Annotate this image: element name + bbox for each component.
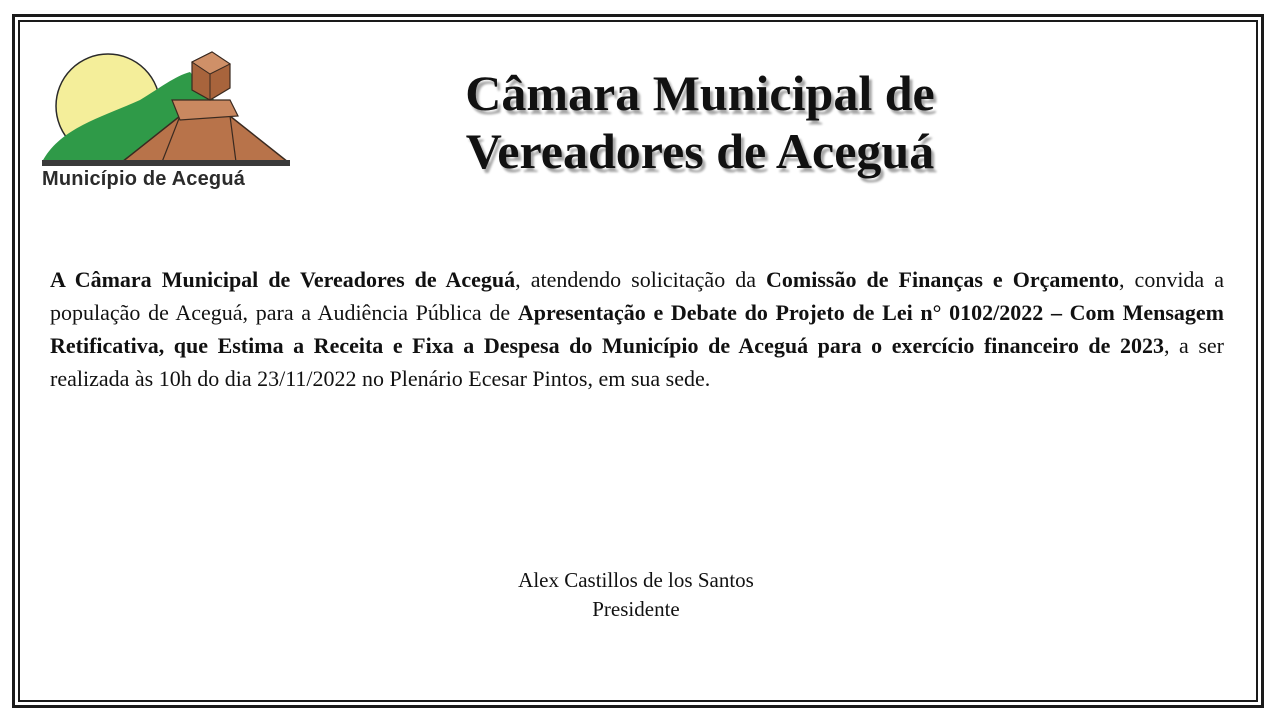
body-text-4: , convida a população de Aceguá, para a Audiência Pública de	[50, 267, 1224, 325]
body-bold-3: Comissão de Finanças e Orçamento	[766, 267, 1120, 292]
body-bold-1: A Câmara Municipal de Vereadores de Aceguá	[50, 267, 516, 292]
body-text-6: , a ser realizada às 10h do dia 23/11/2022 no Plenário Ecesar Pintos, em sua sede.	[50, 333, 1224, 391]
invitation-paragraph	[50, 263, 1224, 395]
signature-role: Presidente	[592, 597, 680, 621]
logo-graphic	[40, 48, 296, 172]
body-text-2: , atendendo solicitação da	[515, 267, 767, 292]
title-line-2: Vereadores de Aceguá	[465, 123, 935, 179]
logo-base-bar	[42, 160, 290, 166]
signature-name: Alex Castillos de los Santos	[518, 568, 754, 592]
logo-caption: Município de Aceguá	[42, 168, 246, 190]
signature-block	[436, 566, 836, 624]
page-title	[330, 64, 1070, 180]
pyramid-middle-shape	[172, 100, 238, 120]
title-line-1: Câmara Municipal de	[465, 65, 935, 121]
body-bold-5: Apresentação e Debate do Projeto de Lei n° 0102/2022 – Com Mensagem Retificativa, que Estima a Receita e Fixa a Despesa do Município de Aceguá para o exercício financeiro de 2023	[50, 300, 1224, 358]
municipality-logo	[40, 48, 296, 196]
